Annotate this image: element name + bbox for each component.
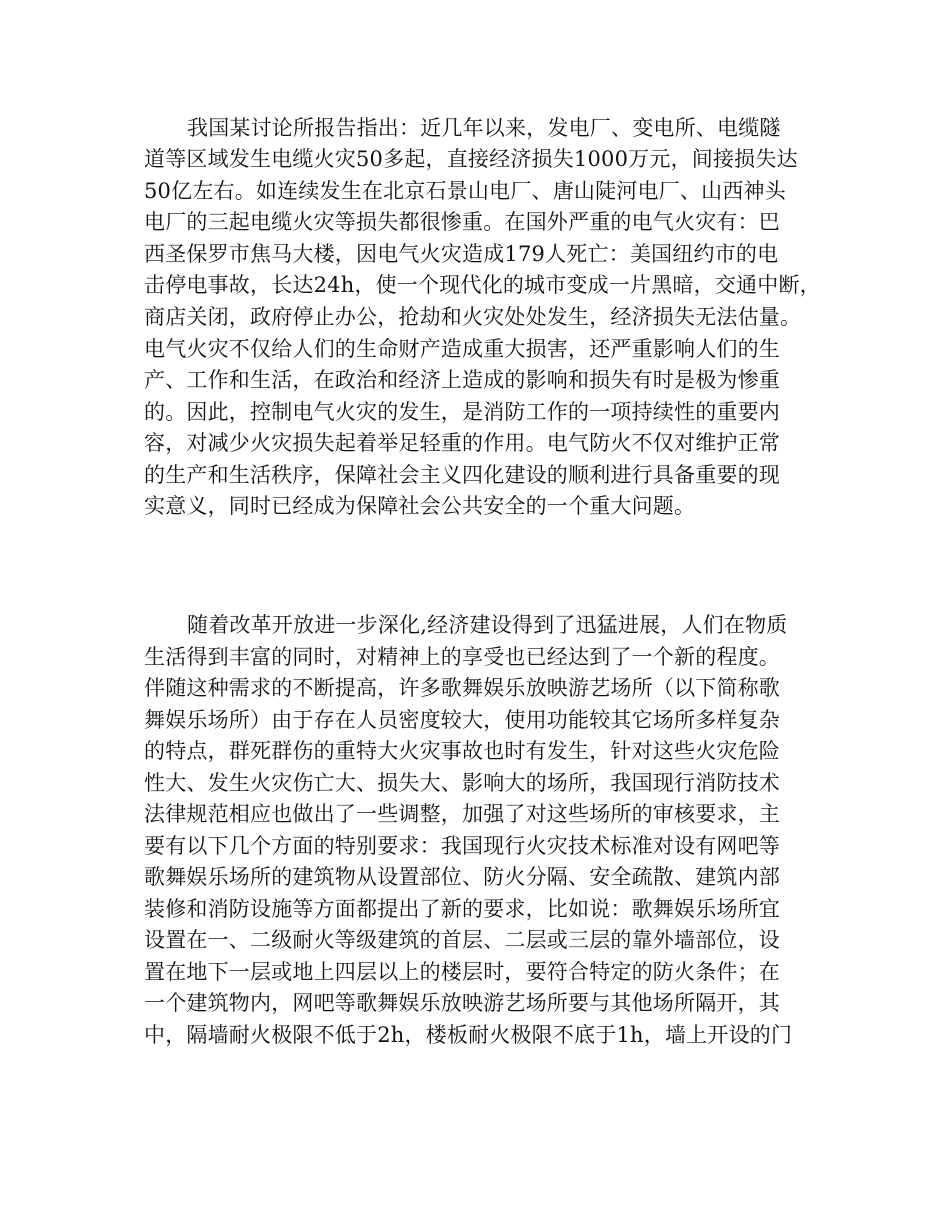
paragraph-line: 的生产和生活秩序，保障社会主义四化建设的顺利进行具备重要的现 — [144, 463, 780, 487]
paragraph-line: 随着改革开放进一步深化,经济建设得到了迅猛进展，人们在物质 — [187, 613, 788, 637]
paragraph-line: 产、工作和生活，在政治和经济上造成的影响和损失有时是极为惨重 — [144, 368, 780, 392]
paragraph-line: 电气火灾不仅给人们的生命财产造成重大损害，还严重影响人们的生 — [144, 337, 780, 361]
paragraph-line: 电厂的三起电缆火灾等损失都很惨重。在国外严重的电气火灾有：巴 — [144, 210, 780, 234]
paragraph-line: 商店关闭，政府停止办公，抢劫和火灾处处发生，经济损失无法估量。 — [144, 305, 802, 329]
paragraph-line: 舞娱乐场所）由于存在人员密度较大，使用功能较其它场所多样复杂 — [144, 708, 780, 732]
paragraph-line: 的。因此，控制电气火灾的发生，是消防工作的一项持续性的重要内 — [144, 400, 780, 424]
paragraph-line: 西圣保罗市焦马大楼，因电气火灾造成179人死亡：美国纽约市的电 — [144, 242, 779, 266]
paragraph-line: 伴随这种需求的不断提高，许多歌舞娱乐放映游艺场所（以下简称歌 — [144, 676, 780, 700]
paragraph-line: 击停电事故，长达24h，使一个现代化的城市变成一片黑暗，交通中断， — [144, 273, 821, 297]
paragraph-line: 中，隔墙耐火极限不低于2h，楼板耐火极限不底于1h，墙上开设的门 — [144, 1023, 793, 1047]
paragraph-line: 我国某讨论所报告指出：近几年以来，发电厂、变电所、电缆隧 — [187, 116, 781, 140]
paragraph-line: 置在地下一层或地上四层以上的楼层时，要符合特定的防火条件；在 — [144, 960, 780, 984]
paragraph-line: 一个建筑物内，网吧等歌舞娱乐放映游艺场所要与其他场所隔开，其 — [144, 991, 780, 1015]
paragraph-line: 50亿左右。如连续发生在北京石景山电厂、唐山陡河电厂、山西神头 — [144, 179, 786, 203]
paragraph-line: 的特点，群死群伤的重特大火灾事故也时有发生，针对这些火灾危险 — [144, 739, 780, 763]
paragraph-line: 性大、发生火灾伤亡大、损失大、影响大的场所，我国现行消防技术 — [144, 771, 780, 795]
paragraph-line: 法律规范相应也做出了一些调整，加强了对这些场所的审核要求，主 — [144, 802, 780, 826]
paragraph-line: 道等区域发生电缆火灾50多起，直接经济损失1000万元，间接损失达 — [144, 147, 798, 171]
paragraph-line: 容，对减少火灾损失起着举足轻重的作用。电气防火不仅对维护正常 — [144, 431, 780, 455]
paragraph-line: 设置在一、二级耐火等级建筑的首层、二层或三层的靠外墙部位，设 — [144, 928, 780, 952]
paragraph-line: 歌舞娱乐场所的建筑物从设置部位、防火分隔、安全疏散、建筑内部 — [144, 865, 780, 889]
paragraph-line: 装修和消防设施等方面都提出了新的要求，比如说：歌舞娱乐场所宜 — [144, 897, 780, 921]
paragraph-line: 实意义，同时已经成为保障社会公共安全的一个重大问题。 — [144, 494, 696, 518]
paragraph-line: 生活得到丰富的同时，对精神上的享受也已经达到了一个新的程度。 — [144, 645, 780, 669]
paragraph-line: 要有以下几个方面的特别要求：我国现行火灾技术标准对设有网吧等 — [144, 834, 780, 858]
